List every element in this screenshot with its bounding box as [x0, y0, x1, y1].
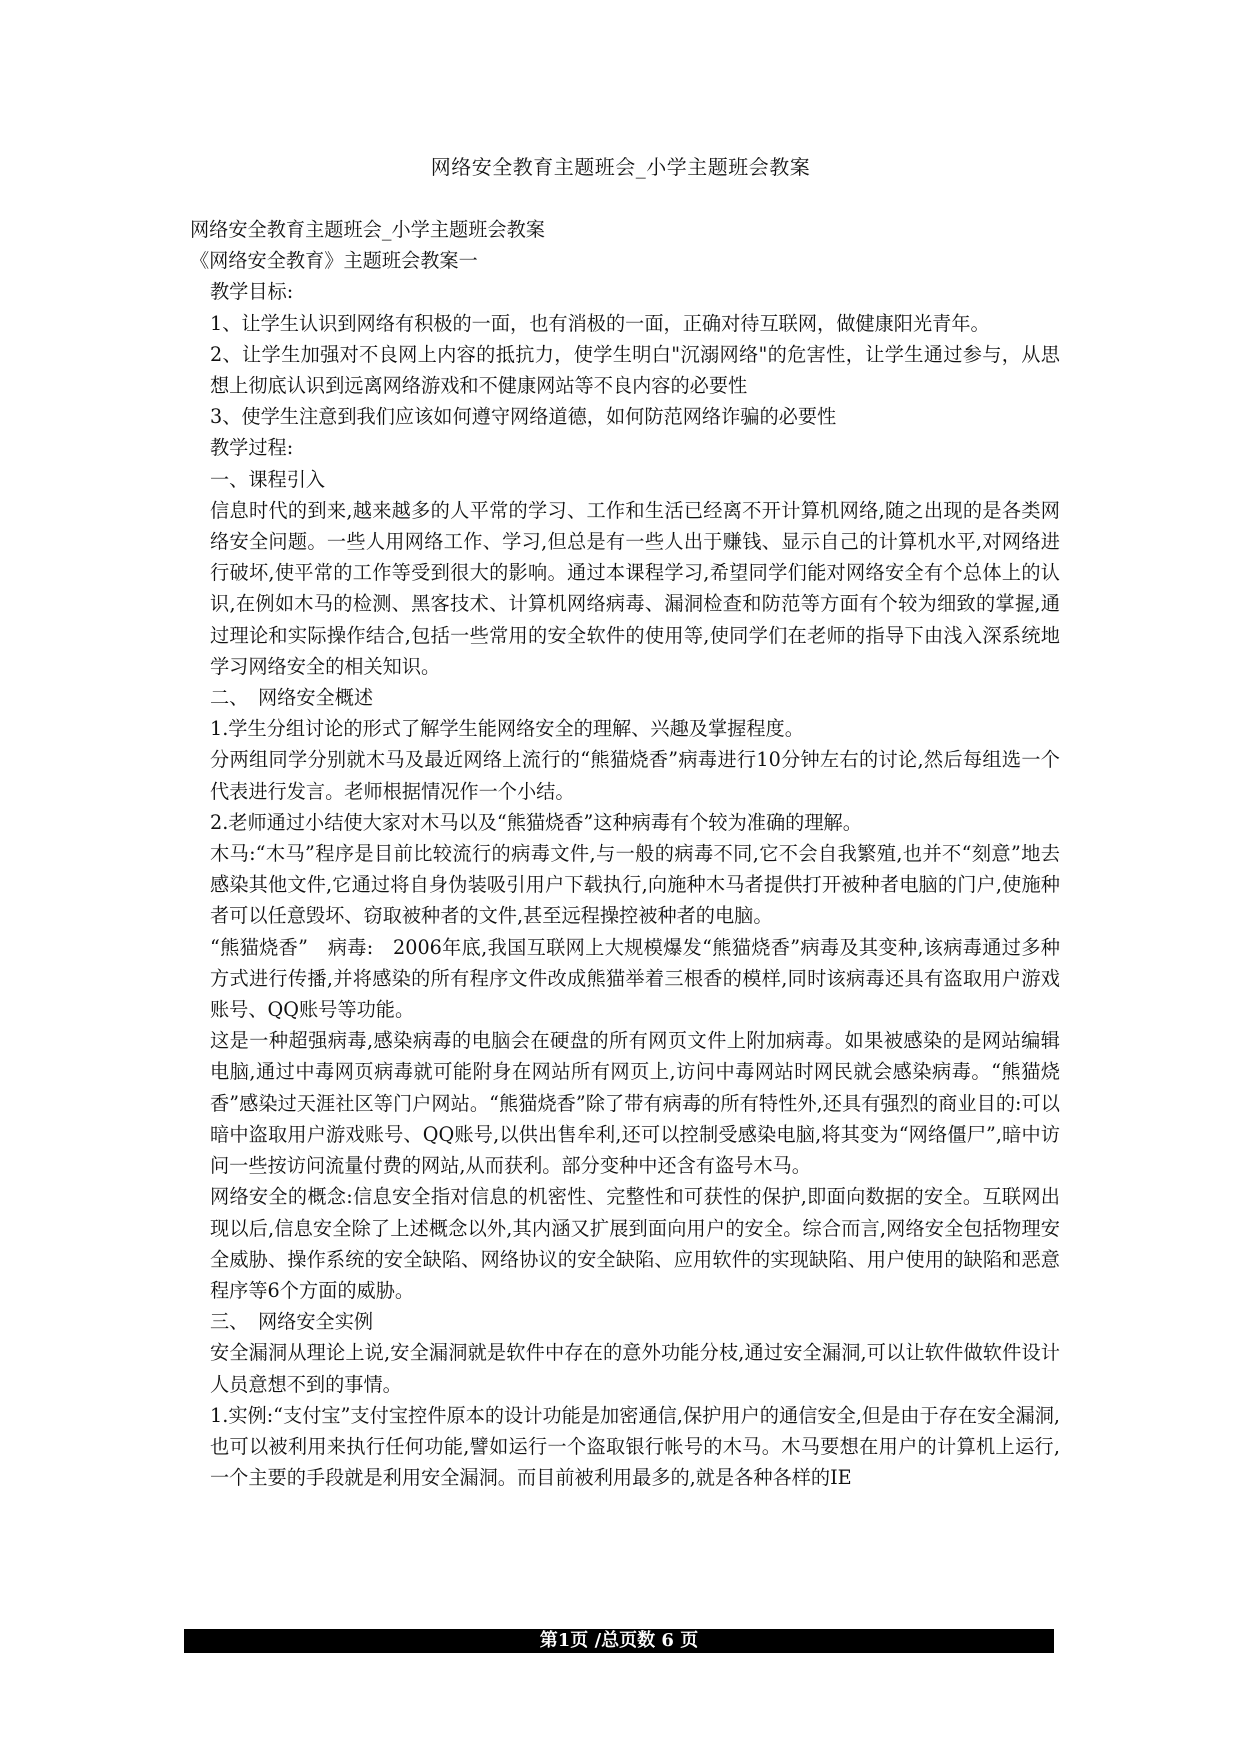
page-number-label: 第1页 /总页数 6 页: [539, 1630, 699, 1651]
paragraph: “熊猫烧香” 病毒: 2006年底,我国互联网上大规模爆发“熊猫烧香”病毒及其变种,该病毒通过多种方式进行传播,并将感染的所有程序文件改成熊猫举着三根香的模样,同时该病毒还具有盗取用户游戏账号、QQ账号等功能。: [210, 935, 1060, 1022]
paragraph: 1.实例:“支付宝”支付宝控件原本的设计功能是加密通信,保护用户的通信安全,但是由于存在安全漏洞,也可以被利用来执行任何功能,譬如运行一个盗取银行帐号的木马。木马要想在用户的计算机上运行,一个主要的手段就是利用安全漏洞。而目前被利用最多的,就是各种各样的IE: [210, 1403, 1060, 1490]
paragraph: 信息时代的到来,越来越多的人平常的学习、工作和生活已经离不开计算机网络,随之出现的是各类网络安全问题。一些人用网络工作、学习,但总是有一些人出于赚钱、显示自己的计算机水平,对网络进行破坏,使平常的工作等受到很大的影响。通过本课程学习,希望同学们能对网络安全有个总体上的认识,在例如木马的检测、黑客技术、计算机网络病毒、漏洞检查和防范等方面有个较为细致的掌握,通过理论和实际操作结合,包括一些常用的安全软件的使用等,使同学们在老师的指导下由浅入深系统地学习网络安全的相关知识。: [210, 498, 1060, 678]
paragraph: 教学目标:: [210, 280, 294, 304]
page-footer: [184, 1629, 1054, 1653]
paragraph: 教学过程:: [210, 436, 294, 460]
paragraph: 1.学生分组讨论的形式了解学生能网络安全的理解、兴趣及掌握程度。: [210, 717, 804, 741]
paragraph: 这是一种超强病毒,感染病毒的电脑会在硬盘的所有网页文件上附加病毒。如果被感染的是网站编辑电脑,通过中毒网页病毒就可能附身在网站所有网页上,访问中毒网站时网民就会感染病毒。“熊猫烧香”感染过天涯社区等门户网站。“熊猫烧香”除了带有病毒的所有特性外,还具有强烈的商业目的:可以暗中盗取用户游戏账号、QQ账号,以供出售牟利,还可以控制受感染电脑,将其变为“网络僵尸”,暗中访问一些按访问流量付费的网站,从而获利。部分变种中还含有盗号木马。: [210, 1029, 1060, 1178]
paragraph: 三、 网络安全实例: [210, 1310, 374, 1334]
page-title: 网络安全教育主题班会_小学主题班会教案: [430, 155, 811, 179]
paragraph: 一、课程引入: [210, 467, 326, 491]
paragraph: 3、使学生注意到我们应该如何遵守网络道德，如何防范网络诈骗的必要性: [210, 405, 837, 429]
paragraph: 木马:“木马”程序是目前比较流行的病毒文件,与一般的病毒不同,它不会自我繁殖,也并不“刻意”地去感染其他文件,它通过将自身伪装吸引用户下载执行,向施种木马者提供打开被种者电脑的门户,使施种者可以任意毁坏、窃取被种者的文件,甚至远程操控被种者的电脑。: [210, 842, 1060, 928]
paragraph: 2、让学生加强对不良网上内容的抵抗力，使学生明白"沉溺网络"的危害性，让学生通过参与，从思想上彻底认识到远离网络游戏和不健康网站等不良内容的必要性: [210, 342, 1060, 398]
paragraph: 分两组同学分别就木马及最近网络上流行的“熊猫烧香”病毒进行10分钟左右的讨论,然后每组选一个代表进行发言。老师根据情况作一个小结。: [210, 748, 1060, 803]
paragraph: 网络安全教育主题班会_小学主题班会教案: [190, 218, 545, 241]
paragraph: 1、让学生认识到网络有积极的一面，也有消极的一面，正确对待互联网，做健康阳光青年。: [210, 311, 990, 335]
paragraph: 网络安全的概念:信息安全指对信息的机密性、完整性和可获性的保护,即面向数据的安全。互联网出现以后,信息安全除了上述概念以外,其内涵又扩展到面向用户的安全。综合而言,网络安全包括物理安全威胁、操作系统的安全缺陷、网络协议的安全缺陷、应用软件的实现缺陷、用户使用的缺陷和恶意程序等6个方面的威胁。: [210, 1185, 1060, 1302]
document-body: [190, 214, 1060, 1493]
paragraph: 《网络安全教育》主题班会教案一: [190, 249, 478, 273]
paragraph: 二、 网络安全概述: [210, 686, 374, 710]
paragraph: 安全漏洞从理论上说,安全漏洞就是软件中存在的意外功能分枝,通过安全漏洞,可以让软件做软件设计人员意想不到的事情。: [210, 1341, 1060, 1396]
paragraph: 2.老师通过小结使大家对木马以及“熊猫烧香”这种病毒有个较为准确的理解。: [210, 810, 862, 834]
